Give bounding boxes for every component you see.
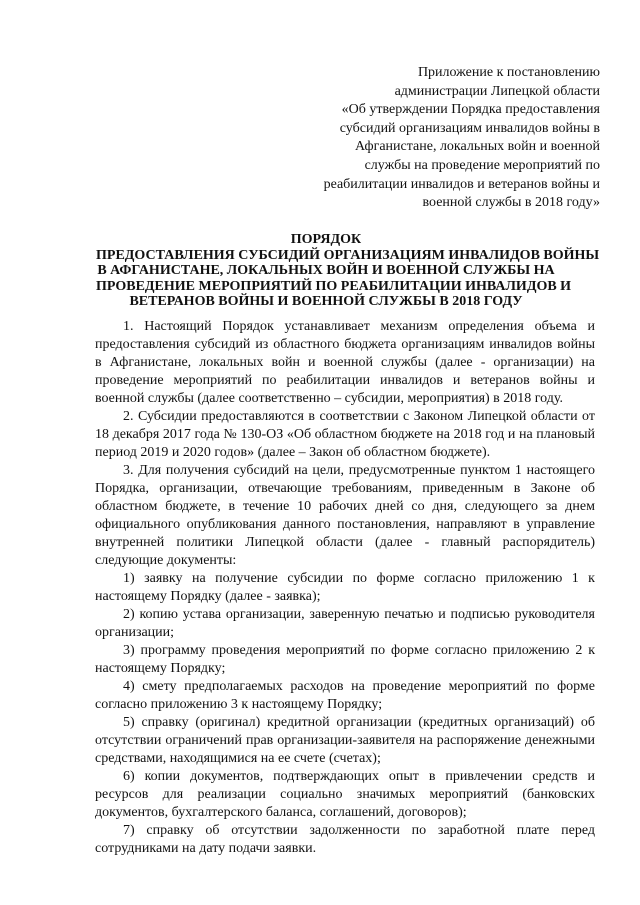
list-item-5: 5) справку (оригинал) кредитной организации (кредитных организаций) об отсутствии ограничений прав организации-заявителя на распоряжение денежными средствами, находящимися на ее счете (счетах); — [95, 715, 595, 766]
list-item-3: 3) программу проведения мероприятий по форме согласно приложению 2 к настоящему Порядку; — [95, 643, 595, 676]
paragraph-3: 3. Для получения субсидий на цели, предусмотренные пунктом 1 настоящего Порядка, организации, отвечающие требованиям, приведенным в Законе об областном бюджете, в течение 10 рабочих дней со дня, следующего за днем официального опубликования данного постановления, направляют в управление внутренней политики Липецкой области (далее - главный распорядитель) следующие документы: — [95, 463, 595, 568]
appendix-line: Афганистане, локальных войн и военной — [354, 139, 600, 155]
list-item-1: 1) заявку на получение субсидии по форме согласно приложению 1 к настоящему Порядку (далее - заявка); — [95, 571, 595, 604]
appendix-line: администрации Липецкой области — [394, 83, 600, 99]
appendix-line: «Об утверждении Порядка предоставления — [341, 102, 600, 118]
document-heading — [96, 232, 600, 310]
list-item-7: 7) справку об отсутствии задолженности по заработной плате перед сотрудниками на дату подачи заявки. — [95, 823, 595, 856]
paragraph-2: 2. Субсидии предоставляются в соответствии с Законом Липецкой области от 18 декабря 2017 года № 130-ОЗ «Об областном бюджете на 2018 год и на плановый период 2019 и 2020 годов» (далее – Закон об областном бюджете). — [95, 409, 595, 460]
document-subtitle — [96, 247, 600, 310]
list-item-6: 6) копии документов, подтверждающих опыт в привлечении средств и ресурсов для реализации социально значимых мероприятий (банковских документов, бухгалтерского баланса, соглашений, договоров); — [95, 769, 595, 820]
appendix-header — [280, 64, 600, 213]
appendix-line: военной службы в 2018 году» — [422, 195, 600, 211]
appendix-line: Приложение к постановлению — [417, 65, 600, 80]
document-body — [95, 318, 595, 858]
list-item-2: 2) копию устава организации, заверенную печатью и подписью руководителя организации; — [95, 607, 595, 640]
subtitle-line: ПРОВЕДЕНИЕ МЕРОПРИЯТИЙ ПО РЕАБИЛИТАЦИИ ИНВАЛИДОВ И — [96, 278, 572, 294]
appendix-line: субсидий организациям инвалидов войны в — [339, 120, 600, 136]
subtitle-line: В АФГАНИСТАНЕ, ЛОКАЛЬНЫХ ВОЙН И ВОЕННОЙ СЛУЖБЫ НА — [97, 263, 555, 278]
subtitle-line: ПРЕДОСТАВЛЕНИЯ СУБСИДИЙ ОРГАНИЗАЦИЯМ ИНВАЛИДОВ ВОЙНЫ — [96, 247, 600, 263]
appendix-line: реабилитации инвалидов и ветеранов войны и — [323, 176, 600, 192]
list-item-4: 4) смету предполагаемых расходов на проведение мероприятий по форме согласно приложению 3 к настоящему Порядку; — [95, 679, 595, 712]
document-title: ПОРЯДОК — [290, 232, 362, 247]
paragraph-1: 1. Настоящий Порядок устанавливает механизм определения объема и предоставления субсидий из областного бюджета организациям инвалидов войны в Афганистане, локальных войн и военной службы (далее - организации) на проведение мероприятий по реабилитации инвалидов и ветеранов войны и военной службы (далее соответственно – субсидии, мероприятия) в 2018 году. — [95, 319, 595, 406]
appendix-line: службы на проведение мероприятий по — [364, 157, 600, 173]
subtitle-line: ВЕТЕРАНОВ ВОЙНЫ И ВОЕННОЙ СЛУЖБЫ В 2018 ГОДУ — [129, 294, 523, 309]
